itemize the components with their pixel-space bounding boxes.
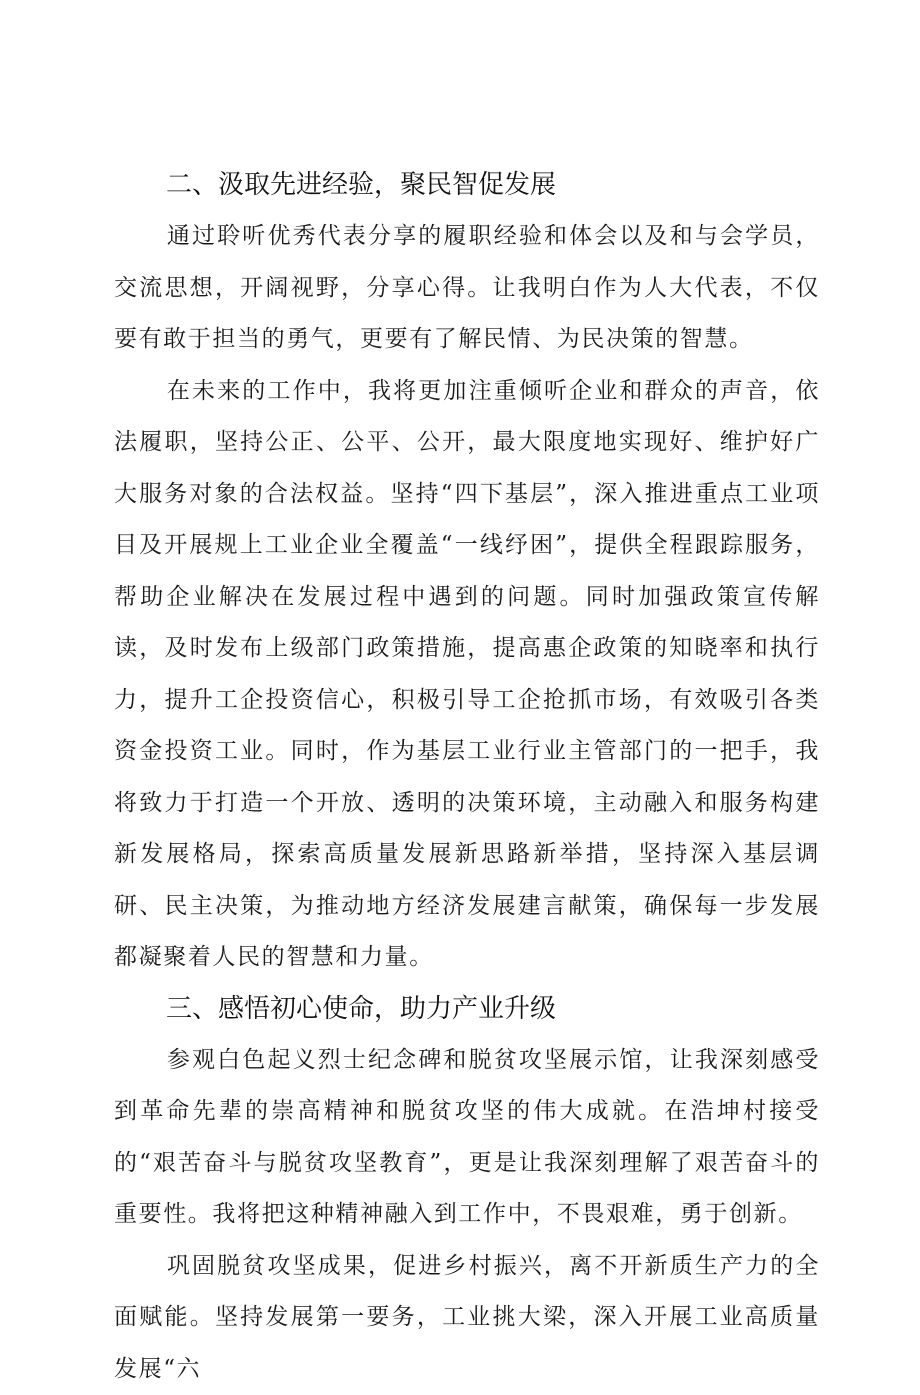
paragraph: 参观白色起义烈士纪念碑和脱贫攻坚展示馆，让我深刻感受到革命先辈的崇高精神和脱贫攻坚的伟大成就。在浩坤村接受的“艰苦奋斗与脱贫攻坚教育”，更是让我深刻理解了艰苦奋斗的重要性。我将把这种精神融入到工作中，不畏艰难，勇于创新。 bbox=[114, 1035, 820, 1241]
paragraph: 通过聆听优秀代表分享的履职经验和体会以及和与会学员，交流思想，开阔视野，分享心得。让我明白作为人大代表，不仅要有敢于担当的勇气，更要有了解民情、为民决策的智慧。 bbox=[114, 211, 820, 366]
paragraph: 巩固脱贫攻坚成果，促进乡村振兴，离不开新质生产力的全面赋能。坚持发展第一要务，工业挑大梁，深入开展工业高质量发展“六 bbox=[114, 1241, 820, 1395]
paragraph: 在未来的工作中，我将更加注重倾听企业和群众的声音，依法履职，坚持公正、公平、公开，最大限度地实现好、维护好广大服务对象的合法权益。坚持“四下基层”，深入推进重点工业项目及开展规上工业企业全覆盖“一线纾困”，提供全程跟踪服务，帮助企业解决在发展过程中遇到的问题。同时加强政策宣传解读，及时发布上级部门政策措施，提高惠企政策的知晓率和执行力，提升工企投资信心，积极引导工企抢抓市场，有效吸引各类资金投资工业。同时，作为基层工业行业主管部门的一把手，我将致力于打造一个开放、透明的决策环境，主动融入和服务构建新发展格局，探索高质量发展新思路新举措，坚持深入基层调研、民主决策，为推动地方经济发展建言献策，确保每一步发展都凝聚着人民的智慧和力量。 bbox=[114, 366, 820, 984]
section-heading: 二、汲取先进经验，聚民智促发展 bbox=[114, 160, 820, 211]
section-heading: 三、感悟初心使命，助力产业升级 bbox=[114, 984, 820, 1035]
document-body bbox=[114, 160, 820, 1395]
